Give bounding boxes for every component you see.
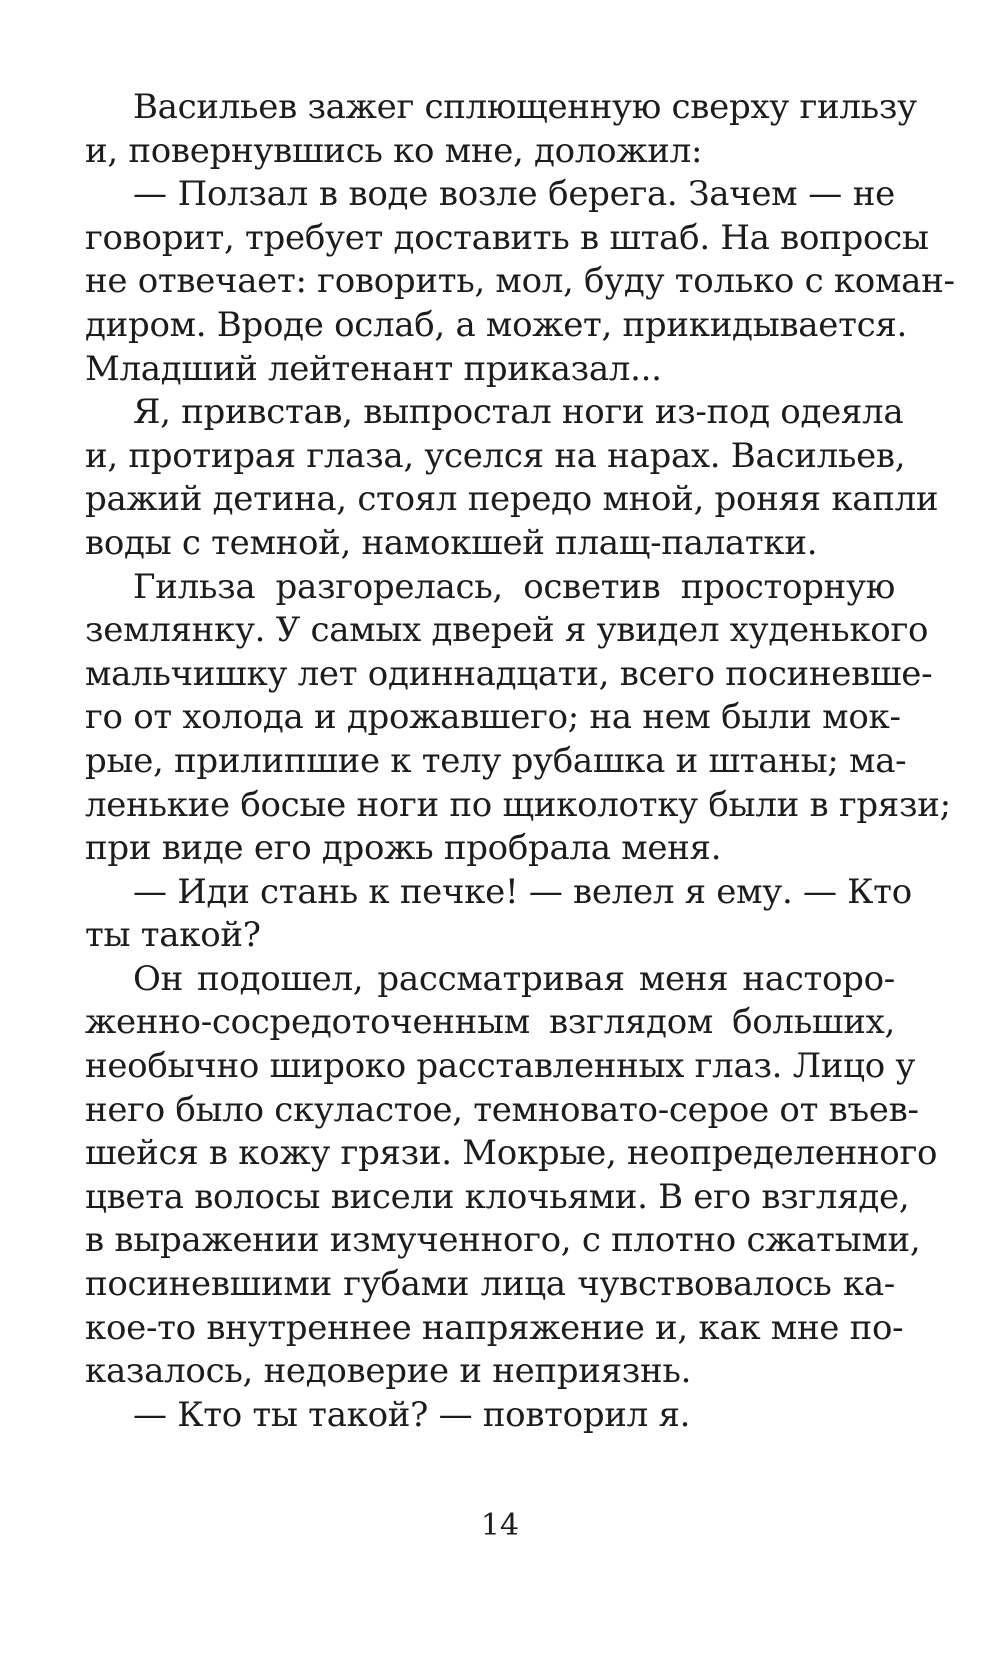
text-line: воды с темной, намокшей плащ-палатки. <box>85 522 818 563</box>
text-line: цвета волосы висели клочьями. В его взгляде, <box>85 1176 910 1217</box>
text-line: необычно широко расставленных глаз. Лицо у <box>85 1046 916 1087</box>
text-line: при виде его дрожь пробрала меня. <box>85 828 722 869</box>
page-number: 14 <box>480 1508 520 1543</box>
text-line: не отвечает: говорить, мол, буду только с коман- <box>85 261 955 302</box>
text-line: — Кто ты такой? — повторил я. <box>133 1394 691 1435</box>
text-line: Он подошел, рассматривая меня насторо- <box>133 958 895 999</box>
text-line: женно-сосредоточенным взглядом больших, <box>85 1002 895 1043</box>
text-line: Младший лейтенант приказал... <box>85 348 662 389</box>
text-line: казалось, недоверие и неприязнь. <box>85 1351 692 1392</box>
text-line: него было скуластое, темновато-серое от въев- <box>85 1089 919 1130</box>
text-line: — Ползал в воде возле берега. Зачем — не <box>133 174 895 215</box>
text-line: кое-то внутреннее напряжение и, как мне по- <box>85 1307 904 1348</box>
text-line: ленькие босые ноги по щиколотку были в грязи; <box>85 784 951 825</box>
text-line: — Иди стань к печке! — велел я ему. — Кто <box>133 871 912 912</box>
text-line: посиневшими губами лица чувствовалось ка- <box>85 1264 895 1305</box>
text-line: Гильза разгорелась, осветив просторную <box>133 566 895 607</box>
text-line: ражий детина, стоял передо мной, роняя капли <box>85 479 939 520</box>
text-line: диром. Вроде ослаб, а может, прикидывается. <box>85 304 907 345</box>
text-line: ты такой? <box>85 915 261 956</box>
text-line: и, протирая глаза, уселся на нарах. Васильев, <box>85 435 906 476</box>
text-line: говорит, требует доставить в штаб. На вопросы <box>85 217 929 258</box>
text-line: землянку. У самых дверей я увидел худенького <box>85 610 929 651</box>
text-line: рые, прилипшие к телу рубашка и штаны; ма- <box>85 740 907 781</box>
text-line: шейся в кожу грязи. Мокрые, неопределенного <box>85 1133 938 1174</box>
text-line: и, повернувшись ко мне, доложил: <box>85 130 703 171</box>
text-line: Васильев зажег сплющенную сверху гильзу <box>133 87 917 127</box>
text-line: Я, привстав, выпростал ноги из-под одеяла <box>133 392 904 433</box>
text-line: го от холода и дрожавшего; на нем были мок- <box>85 697 901 738</box>
body-text <box>85 86 955 1437</box>
text-line: мальчишку лет одиннадцати, всего посиневше- <box>85 653 933 694</box>
text-line: в выражении измученного, с плотно сжатыми, <box>85 1220 921 1261</box>
